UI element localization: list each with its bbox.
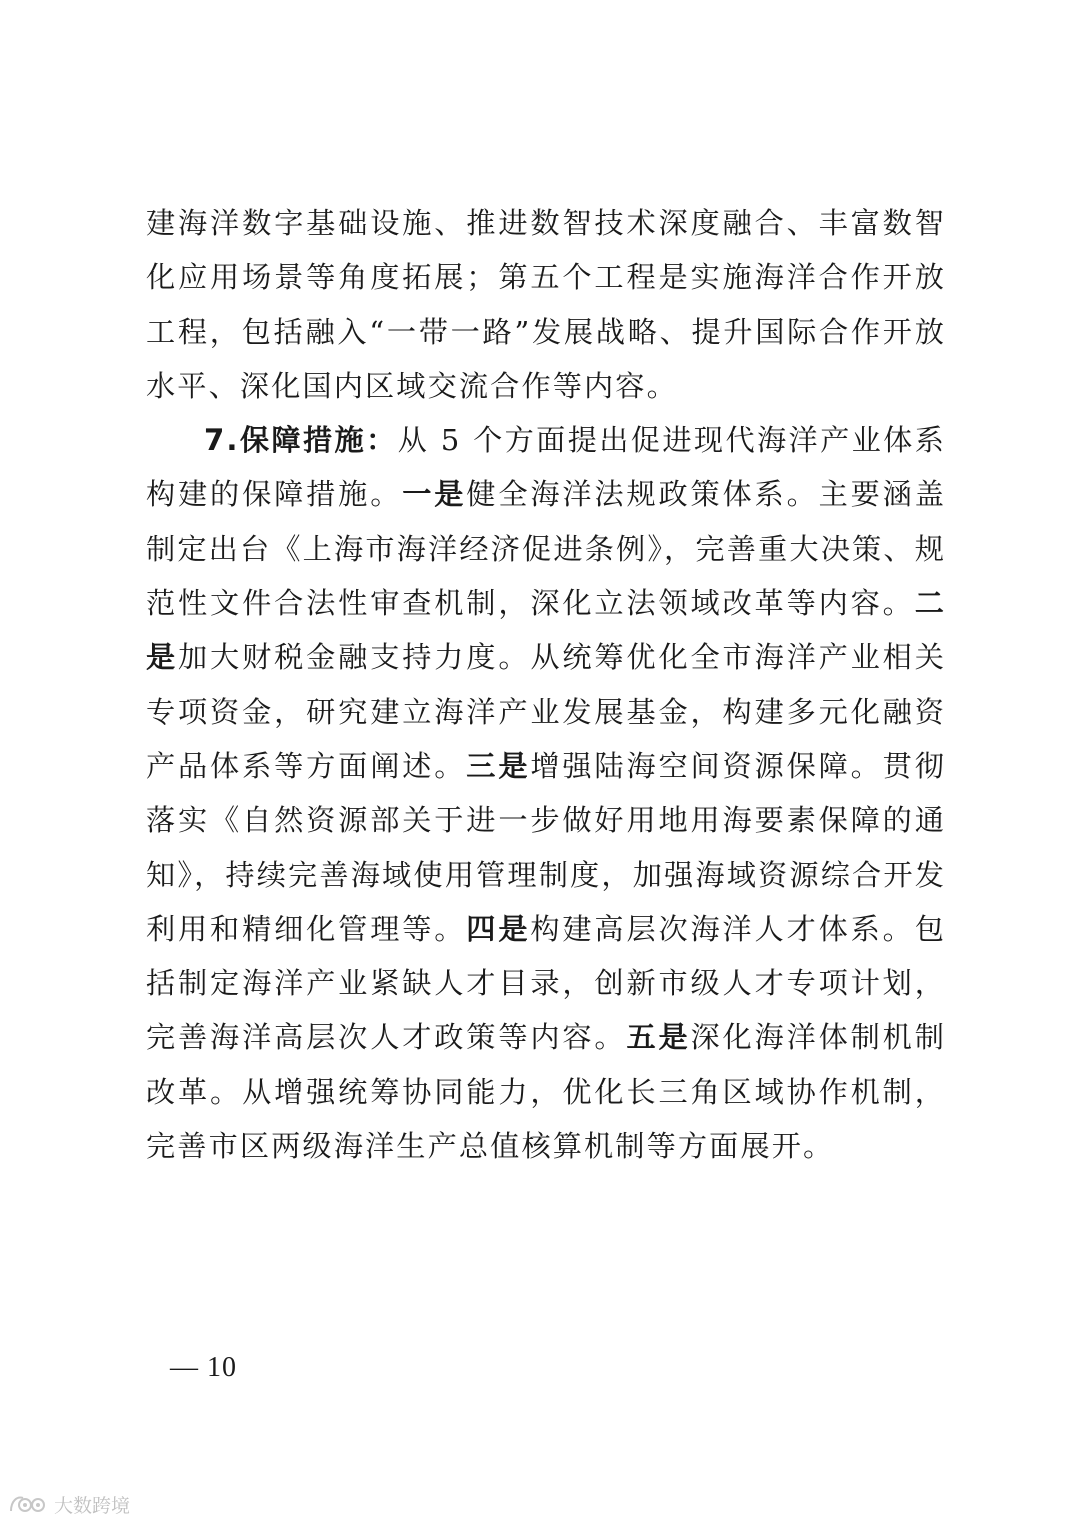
watermark <box>8 1489 130 1519</box>
item-text-2: 加大财税金融支持力度。从统筹优化全市海洋产业相关专项资金，研究建立海洋产业发展基金，构建多元化融资产品体系等方面阐述。 <box>146 640 946 783</box>
item-label-2: 二是 <box>146 586 946 675</box>
section-intro: 从 5 个方面提出促进现代海洋产业体系构建的保障措施。 <box>146 423 946 512</box>
item-text-3: 增强陆海空间资源保障。贯彻落实《自然资源部关于进一步做好用地用海要素保障的通知》，持续完善海域使用管理制度，加强海域资源综合开发利用和精细化管理等。 <box>146 748 946 946</box>
item-text-5: 深化海洋体制机制改革。从增强统筹协同能力，优化长三角区域协作机制，完善市区两级海洋生产总值核算机制等方面展开。 <box>146 1020 946 1164</box>
paragraph-continuation: 建海洋数字基础设施、推进数智技术深度融合、丰富数智化应用场景等角度拓展；第五个工程是实施海洋合作开放工程，包括融入“一带一路”发展战略、提升国际合作开放水平、深化国内区域交流合作等内容。 <box>146 206 946 403</box>
watermark-logo-icon <box>8 1492 48 1516</box>
item-label-1: 一是 <box>402 477 467 512</box>
page-number: — 10 <box>170 1352 237 1383</box>
paragraph-safeguard-measures <box>146 413 946 1173</box>
item-text-4: 构建高层次海洋人才体系。包括制定海洋产业紧缺人才目录，创新市级人才专项计划，完善海洋高层次人才政策等内容。 <box>146 911 946 1055</box>
item-label-5: 五是 <box>626 1020 691 1055</box>
item-text-1: 健全海洋法规政策体系。主要涵盖制定出台《上海市海洋经济促进条例》，完善重大决策、规范性文件合法性审查机制，深化立法领域改革等内容。 <box>146 477 946 621</box>
section-heading: 7.保障措施： <box>204 423 398 458</box>
watermark-text: 大数跨境 <box>54 1494 131 1517</box>
body-text <box>146 196 946 1173</box>
item-label-3: 三是 <box>466 748 531 783</box>
item-label-4: 四是 <box>466 911 531 946</box>
